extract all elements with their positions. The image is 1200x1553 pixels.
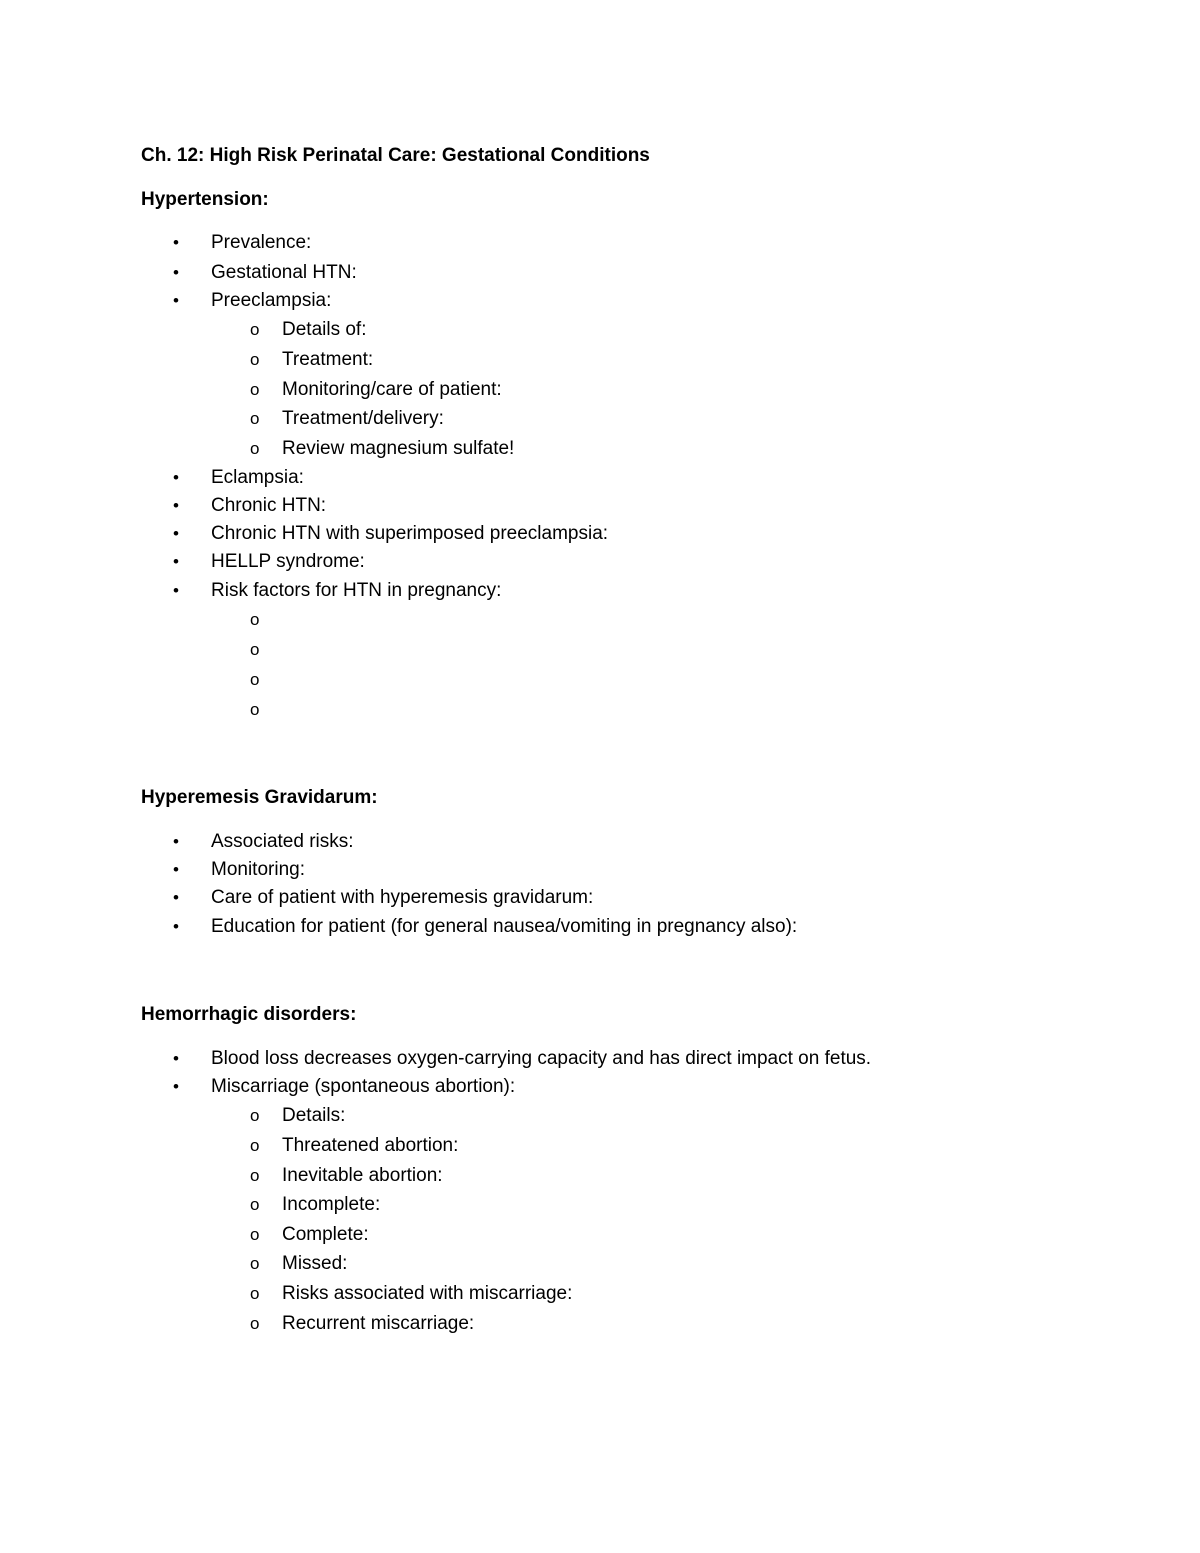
bullet-glyph: • [173,1049,179,1068]
bullet-glyph: • [173,496,179,515]
document-title: Ch. 12: High Risk Perinatal Care: Gestational Conditions [141,145,650,166]
sub-list-item: Risks associated with miscarriage: [282,1283,573,1304]
bullet-glyph: • [173,524,179,543]
list-item: Miscarriage (spontaneous abortion): [211,1076,516,1097]
list-item: Education for patient (for general nausea/vomiting in pregnancy also): [211,916,798,937]
list-item: HELLP syndrome: [211,551,365,572]
list-item: Risk factors for HTN in pregnancy: [211,580,502,601]
list-item: Chronic HTN with superimposed preeclampsia: [211,523,609,544]
sub-list-item: Treatment/delivery: [282,408,444,429]
sub-list-item: Complete: [282,1224,369,1245]
sub-bullet-glyph: o [250,1314,260,1333]
sub-bullet-glyph: o [250,350,260,369]
sub-list-item: Details: [282,1105,346,1126]
sub-bullet-glyph: o [250,1136,260,1155]
sub-bullet-glyph: o [250,409,260,428]
sub-bullet-glyph: o [250,1225,260,1244]
sub-list-item: Inevitable abortion: [282,1165,443,1186]
sub-list-item: Treatment: [282,349,374,370]
bullet-glyph: • [173,832,179,851]
section-heading-hypertension: Hypertension: [141,189,269,210]
sub-bullet-glyph: o [250,439,260,458]
sub-bullet-glyph: o [250,380,260,399]
bullet-glyph: • [173,888,179,907]
bullet-glyph: • [173,860,179,879]
sub-list-item: Monitoring/care of patient: [282,379,502,400]
sub-bullet-glyph: o [250,320,260,339]
sub-bullet-glyph: o [250,1195,260,1214]
sub-bullet-glyph: o [250,1166,260,1185]
sub-bullet-glyph: o [250,610,260,629]
list-item: Eclampsia: [211,467,304,488]
sub-list-item: Review magnesium sulfate! [282,438,515,459]
sub-list-item: Incomplete: [282,1194,381,1215]
section-heading-hyperemesis: Hyperemesis Gravidarum: [141,787,378,808]
section-heading-hemorrhagic: Hemorrhagic disorders: [141,1004,357,1025]
bullet-glyph: • [173,917,179,936]
sub-bullet-glyph: o [250,640,260,659]
sub-list-item: Recurrent miscarriage: [282,1313,475,1334]
sub-bullet-glyph: o [250,670,260,689]
sub-list-item: Missed: [282,1253,348,1274]
list-item: Preeclampsia: [211,290,332,311]
bullet-glyph: • [173,581,179,600]
bullet-glyph: • [173,291,179,310]
list-item: Prevalence: [211,232,312,253]
list-item: Care of patient with hyperemesis gravidarum: [211,887,594,908]
sub-bullet-glyph: o [250,700,260,719]
sub-list-item: Details of: [282,319,367,340]
list-item: Gestational HTN: [211,262,357,283]
sub-list-item: Threatened abortion: [282,1135,459,1156]
list-item: Blood loss decreases oxygen-carrying capacity and has direct impact on fetus. [211,1048,872,1069]
bullet-glyph: • [173,233,179,252]
list-item: Chronic HTN: [211,495,327,516]
bullet-glyph: • [173,552,179,571]
bullet-glyph: • [173,1077,179,1096]
list-item: Associated risks: [211,831,354,852]
sub-bullet-glyph: o [250,1284,260,1303]
bullet-glyph: • [173,468,179,487]
list-item: Monitoring: [211,859,305,880]
sub-bullet-glyph: o [250,1106,260,1125]
bullet-glyph: • [173,263,179,282]
sub-bullet-glyph: o [250,1254,260,1273]
